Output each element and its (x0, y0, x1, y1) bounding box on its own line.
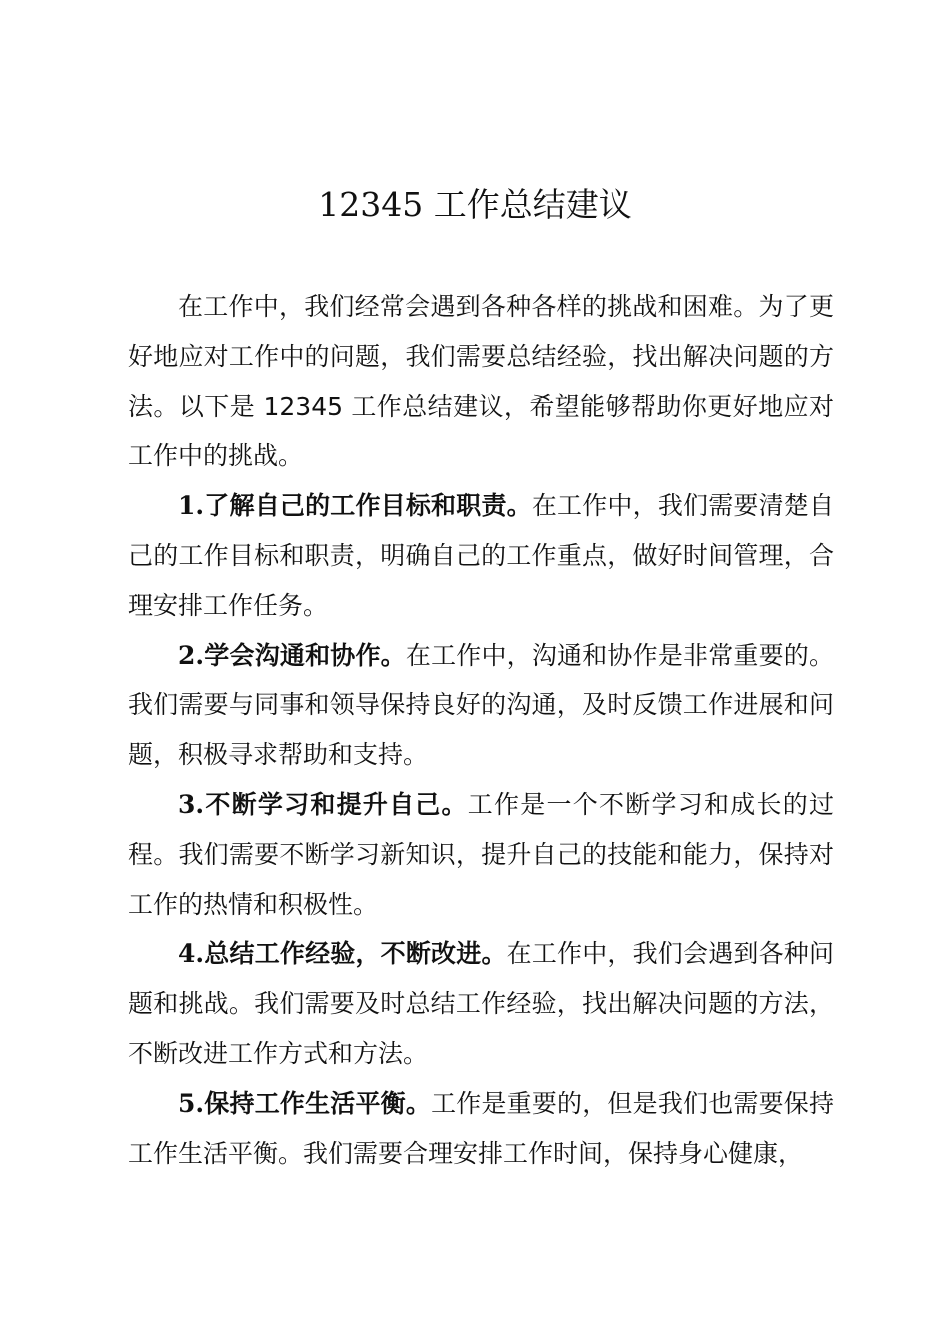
item-heading: 了解自己的工作目标和职责。 (204, 491, 532, 521)
suggestion-item-1 (128, 481, 834, 630)
suggestion-item-5 (128, 1079, 834, 1179)
suggestion-item-2 (128, 631, 834, 780)
document-body (128, 282, 834, 1178)
item-text: 工作是一个不断学习和成长的过程。我们需要不断学习新知识，提升自己的技能和能力，保持对工作的热情和积极性。 (128, 789, 834, 919)
document-title: 12345 工作总结建议 (318, 185, 632, 224)
item-text: 在工作中，沟通和协作是非常重要的。我们需要与同事和领导保持良好的沟通，及时反馈工作进展和问题，积极寻求帮助和支持。 (128, 640, 834, 770)
item-number: 1. (178, 491, 205, 521)
item-text: 工作是重要的，但是我们也需要保持工作生活平衡。我们需要合理安排工作时间，保持身心健康， (128, 1088, 834, 1168)
item-heading: 不断学习和提升自己。 (204, 789, 468, 819)
item-number: 4. (178, 939, 205, 969)
item-number: 2. (178, 640, 205, 670)
item-number: 5. (178, 1088, 205, 1118)
item-heading: 总结工作经验，不断改进。 (204, 939, 507, 969)
item-number: 3. (178, 789, 205, 819)
suggestion-item-3 (128, 780, 834, 929)
item-heading: 学会沟通和协作。 (204, 640, 406, 670)
item-text: 在工作中，我们需要清楚自己的工作目标和职责，明确自己的工作重点，做好时间管理，合理安排工作任务。 (128, 491, 834, 620)
item-heading: 保持工作生活平衡。 (204, 1088, 432, 1118)
intro-paragraph: 在工作中，我们经常会遇到各种各样的挑战和困难。为了更好地应对工作中的问题，我们需要总结经验，找出解决问题的方法。以下是 12345 工作总结建议，希望能够帮助你更好地应对工作中的挑战。 (128, 292, 834, 471)
item-text: 在工作中，我们会遇到各种问题和挑战。我们需要及时总结工作经验，找出解决问题的方法，不断改进工作方式和方法。 (128, 939, 834, 1068)
suggestion-item-4 (128, 929, 834, 1078)
